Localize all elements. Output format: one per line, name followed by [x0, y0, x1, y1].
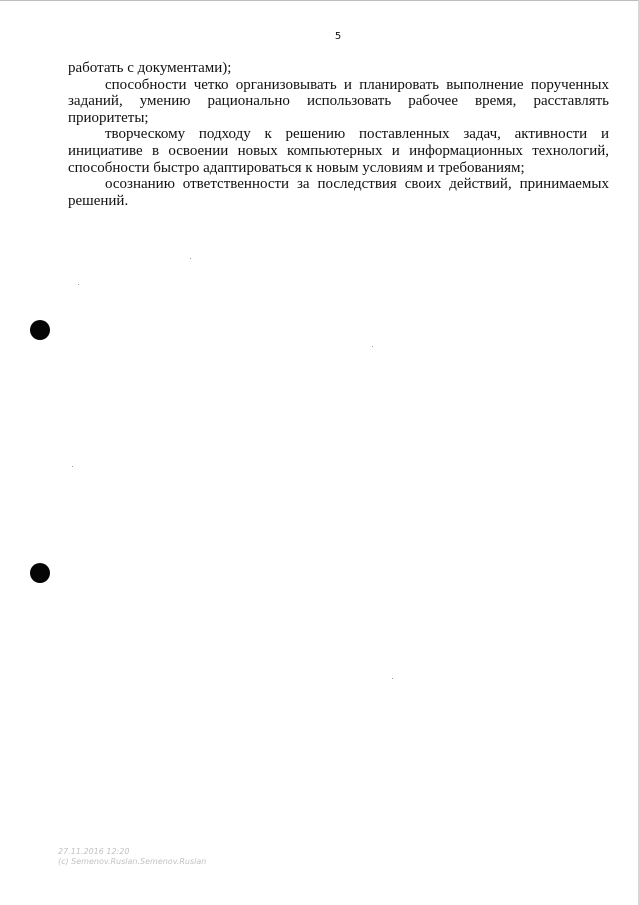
- binder-punch-hole: [30, 563, 50, 583]
- binder-punch-hole: [30, 320, 50, 340]
- scan-speck: [78, 284, 79, 285]
- page-top-edge: [0, 0, 640, 1]
- page-number: 5: [334, 31, 342, 42]
- scan-stamp-line: 27.11.2016 12:20: [58, 847, 130, 856]
- paragraph: осознанию ответственности за последствия своих действий, принимаемых решений.: [68, 176, 609, 209]
- document-body: [68, 60, 609, 209]
- scan-speck: [72, 466, 73, 467]
- scan-speck: [392, 678, 393, 679]
- scan-speck: [190, 258, 191, 259]
- paragraph: способности четко организовывать и планировать выполнение порученных заданий, умению рационально использовать рабочее время, расставлять приоритеты;: [68, 76, 609, 126]
- paragraph-continuation: работать с документами);: [68, 60, 232, 76]
- scan-stamp: [58, 847, 206, 867]
- scan-stamp-line: (c) Semenov.Ruslan.Semenov.Ruslan: [58, 857, 207, 866]
- paragraph: творческому подходу к решению поставленных задач, активности и инициативе в освоении новых компьютерных и информационных технологий, способности быстро адаптироваться к новым условиям и требованиям;: [68, 126, 609, 176]
- scan-speck: [372, 346, 373, 347]
